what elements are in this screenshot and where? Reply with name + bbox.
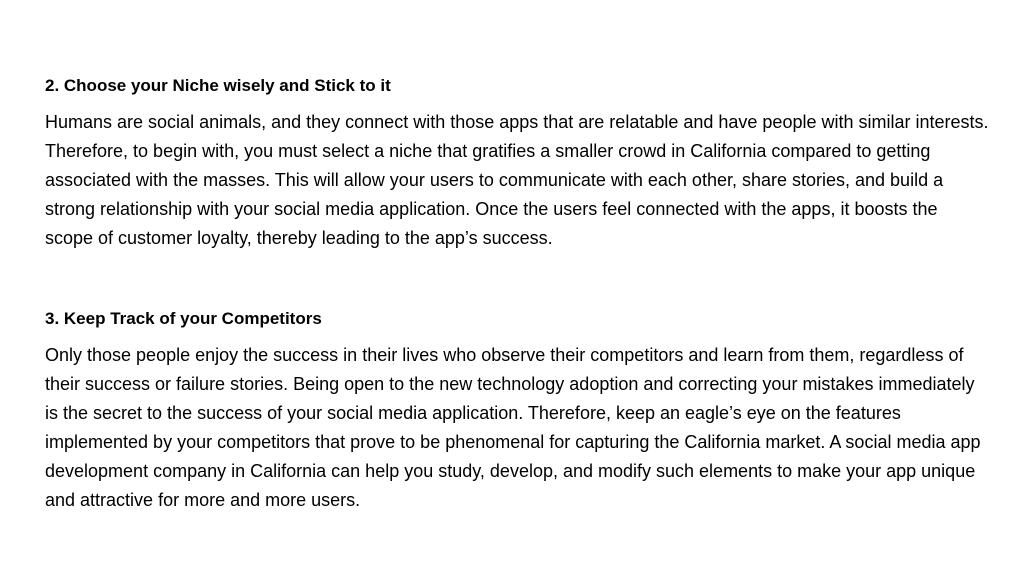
section-paragraph: Only those people enjoy the success in their lives who observe their competitors and learn from them, regardless of their success or failure stories. Being open to the new technology adoption and correcting your mistakes immediately is the secret to the success of your social media application. Therefore, keep an eagle’s eye on the features implemented by your competitors that prove to be phenomenal for capturing the California market. A social media app development company in California can help you study, develop, and modify such elements to make your app unique and attractive for more and more users.: [45, 345, 981, 510]
section-paragraph: Humans are social animals, and they connect with those apps that are relatable and have people with similar interests. Therefore, to begin with, you must select a niche that gratifies a smaller crowd in California compared to getting associated with the masses. This will allow your users to communicate with each other, share stories, and build a strong relationship with your social media application. Once the users feel connected with the apps, it boosts the scope of customer loyalty, thereby leading to the app’s success.: [45, 112, 989, 248]
section-heading: 2. Choose your Niche wisely and Stick to it: [45, 76, 391, 95]
section-track-competitors: [45, 309, 995, 515]
section-choose-niche: [45, 76, 995, 253]
section-heading: 3. Keep Track of your Competitors: [45, 309, 322, 328]
